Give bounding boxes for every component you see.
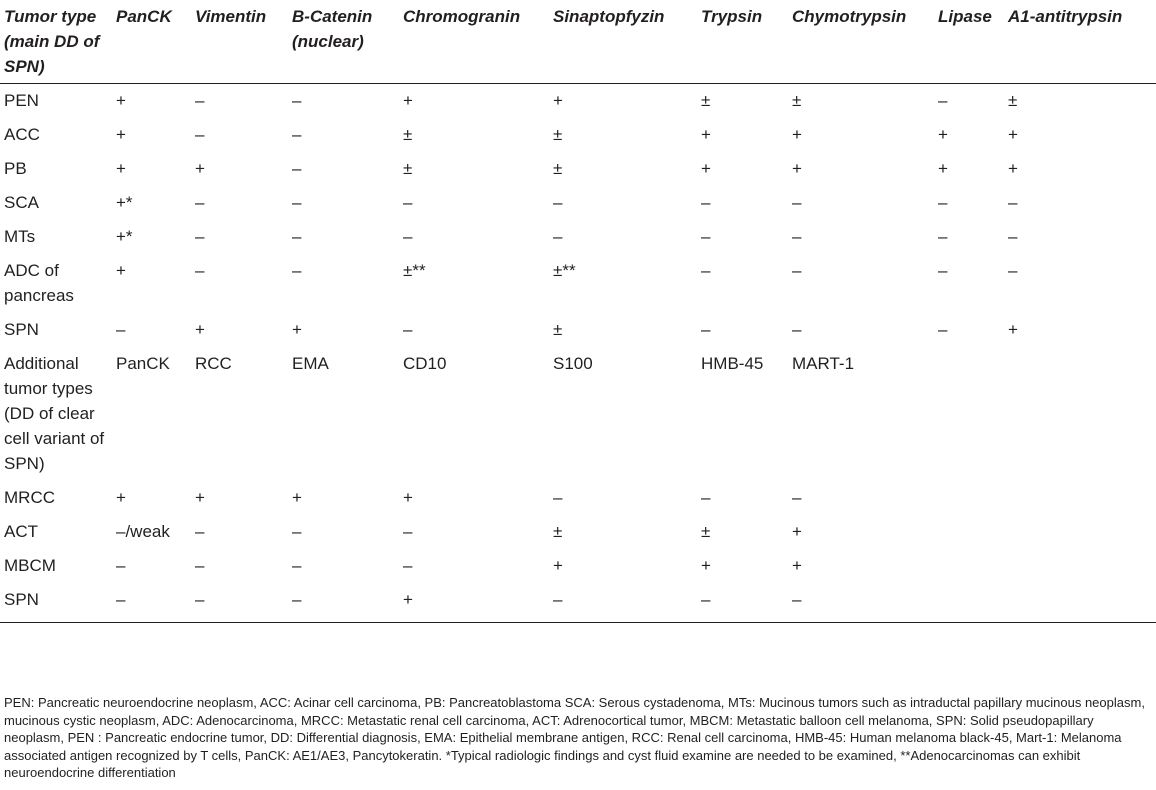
table-cell: – [195,556,205,575]
header-row [0,0,1156,84]
table-row [0,313,1156,347]
table-row [0,549,1156,583]
footnote: PEN: Pancreatic neuroendocrine neoplasm, ACC: Acinar cell carcinoma, PB: Pancreatoblastoma SCA: Serous cystadenoma, MTs: Mucinous tumors such as intraductal papillary mucinous neoplasm, mucinous cystic neoplasm, ADC: Adenocarcinoma, MRCC: Metastatic renal cell carcinoma, ACT: Adrenocortical tumor, MBCM: Metastatic balloon cell melanoma, SPN: Solid pseudopapillary neoplasm, PEN : Pancreatic endocrine tumor, DD: Differential diagnosis, EMA: Epithelial membrane antigen, RCC: Renal cell carcinoma, HMB-45: Human melanoma black-45, Mart-1: Melanoma associated antigen recognized by T cells, PanCK: AE1/AE3, Pancytokeratin. *Typical radiologic findings and cyst fluid examine are needed to be examined, **Adenocarcinomas can exhibit neuroendocrine differentiation [4,695,1145,781]
table-cell: ± [553,159,563,178]
table-cell: – [553,488,563,507]
table-cell: – [195,227,205,246]
table-cell [1008,549,1156,583]
table-row [0,515,1156,549]
table-cell: – [292,556,302,575]
table-cell: – [195,261,205,280]
table-cell: ± [792,91,802,110]
column-header: Sinaptopfyzin [553,0,701,84]
table-cell [1008,515,1156,549]
table-cell: + [116,488,126,507]
table-cell: + [1008,159,1018,178]
table-cell: – [195,91,205,110]
table-cell: – [195,193,205,212]
table-cell: – [792,488,802,507]
row-label: PB [4,159,27,178]
table-cell: – [292,125,302,144]
table-cell: – [195,522,205,541]
table-cell: HMB-45 [701,354,764,373]
table-cell: – [195,125,205,144]
table-cell: – [701,227,711,246]
table-cell: – [938,261,948,280]
table-cell: ±** [553,261,576,280]
table-cell: + [792,159,802,178]
table-cell: + [403,488,413,507]
table-cell: – [701,320,711,339]
column-header: Lipase [938,0,1008,84]
row-label: SCA [4,193,39,212]
table-cell: + [195,488,205,507]
table-cell [938,549,1008,583]
table-cell: – [553,193,563,212]
table-cell: – [701,583,792,623]
table-cell: + [792,556,802,575]
table-cell: – [292,227,302,246]
table-cell: – [792,320,802,339]
row-label: SPN [0,583,116,623]
table-cell: – [292,583,403,623]
row-label: ACT [4,522,38,541]
table-cell: – [116,556,126,575]
table-cell [1008,481,1156,515]
table-cell: + [403,91,413,110]
table-cell: + [792,125,802,144]
table-cell: ± [701,91,711,110]
table-cell: + [1008,320,1018,339]
table-cell: CD10 [403,354,447,373]
table-cell: – [116,320,126,339]
table-cell [938,481,1008,515]
row-label: Additional tumor types (DD of clear cell variant of SPN) [4,354,105,473]
table-row [0,583,1156,623]
table-cell: – [403,193,413,212]
row-label: PEN [4,91,39,110]
table-cell: ±** [403,261,426,280]
table-cell: + [116,91,126,110]
table-row [0,186,1156,220]
table-cell: + [1008,125,1018,144]
table-cell: – [292,261,302,280]
table-cell: – [553,227,563,246]
table-cell: ± [553,320,563,339]
table-row [0,152,1156,186]
table-cell: ± [553,125,563,144]
table-cell: – [701,488,711,507]
table-cell: + [938,159,948,178]
row-label: SPN [4,320,39,339]
table-cell: – [792,227,802,246]
table-cell: + [938,125,948,144]
table-cell: ± [403,125,413,144]
table-cell: + [195,159,205,178]
table-cell: ± [701,522,711,541]
table-cell [1008,347,1156,481]
table-cell: – [792,261,802,280]
table-row [0,84,1156,119]
column-header: A1-antitrypsin [1008,0,1156,84]
table-cell: ± [403,159,413,178]
table-cell: RCC [195,354,232,373]
table-row [0,347,1156,481]
table-row [0,254,1156,313]
table-cell: – [938,320,948,339]
table-cell: + [292,488,302,507]
table-cell: + [553,91,563,110]
row-label: MRCC [4,488,55,507]
row-label: MTs [4,227,36,246]
table-cell: –/weak [116,522,170,541]
table-cell: – [553,583,701,623]
column-header: Chymotrypsin [792,0,938,84]
table-cell: – [938,227,948,246]
table-row [0,481,1156,515]
row-label: MBCM [4,556,56,575]
table-cell: + [553,556,563,575]
table-cell: + [701,159,711,178]
column-header: PanCK [116,0,195,84]
table-body [0,84,1156,623]
table-cell: + [403,583,553,623]
table-cell: – [403,227,413,246]
table-cell: – [1008,193,1018,212]
table-cell: – [1008,227,1018,246]
table-cell: – [403,320,413,339]
table-cell [1008,583,1156,623]
table-cell: + [116,261,126,280]
table-cell: – [292,91,302,110]
table-cell: – [701,261,711,280]
table-cell: – [403,522,413,541]
table-cell: + [116,125,126,144]
table-cell: PanCK [116,354,170,373]
column-header: Chromogranin [403,0,553,84]
column-header: B-Catenin (nuclear) [292,0,403,84]
table-cell: + [292,320,302,339]
row-label: ADC of pancreas [4,261,74,305]
table-cell: ± [1008,91,1018,110]
table-cell: – [701,193,711,212]
table-cell: – [938,91,948,110]
table-cell: EMA [292,354,329,373]
table-cell: – [195,583,292,623]
table-cell: – [938,193,948,212]
table-cell: MART-1 [792,354,855,373]
column-header: Vimentin [195,0,292,84]
table-cell: – [1008,261,1018,280]
column-header: Tumor type (main DD of SPN) [0,0,116,84]
table-cell: +* [116,227,133,246]
table-cell: – [403,556,413,575]
table-cell: – [792,193,802,212]
table-cell: – [292,193,302,212]
table-cell [938,347,1008,481]
table-cell: ± [553,522,563,541]
table-cell [938,583,1008,623]
table-cell: + [701,125,711,144]
table-cell: + [792,522,802,541]
table-cell: + [116,159,126,178]
table-cell: – [792,583,938,623]
table-cell: + [195,320,205,339]
column-header: Trypsin [701,0,792,84]
table-row [0,118,1156,152]
table-cell: – [292,159,302,178]
table-cell: +* [116,193,133,212]
row-label: ACC [4,125,40,144]
table-cell: – [292,522,302,541]
table-cell: – [116,583,195,623]
table-cell: + [701,556,711,575]
table-cell: S100 [553,354,593,373]
table-cell [938,515,1008,549]
table-row [0,220,1156,254]
